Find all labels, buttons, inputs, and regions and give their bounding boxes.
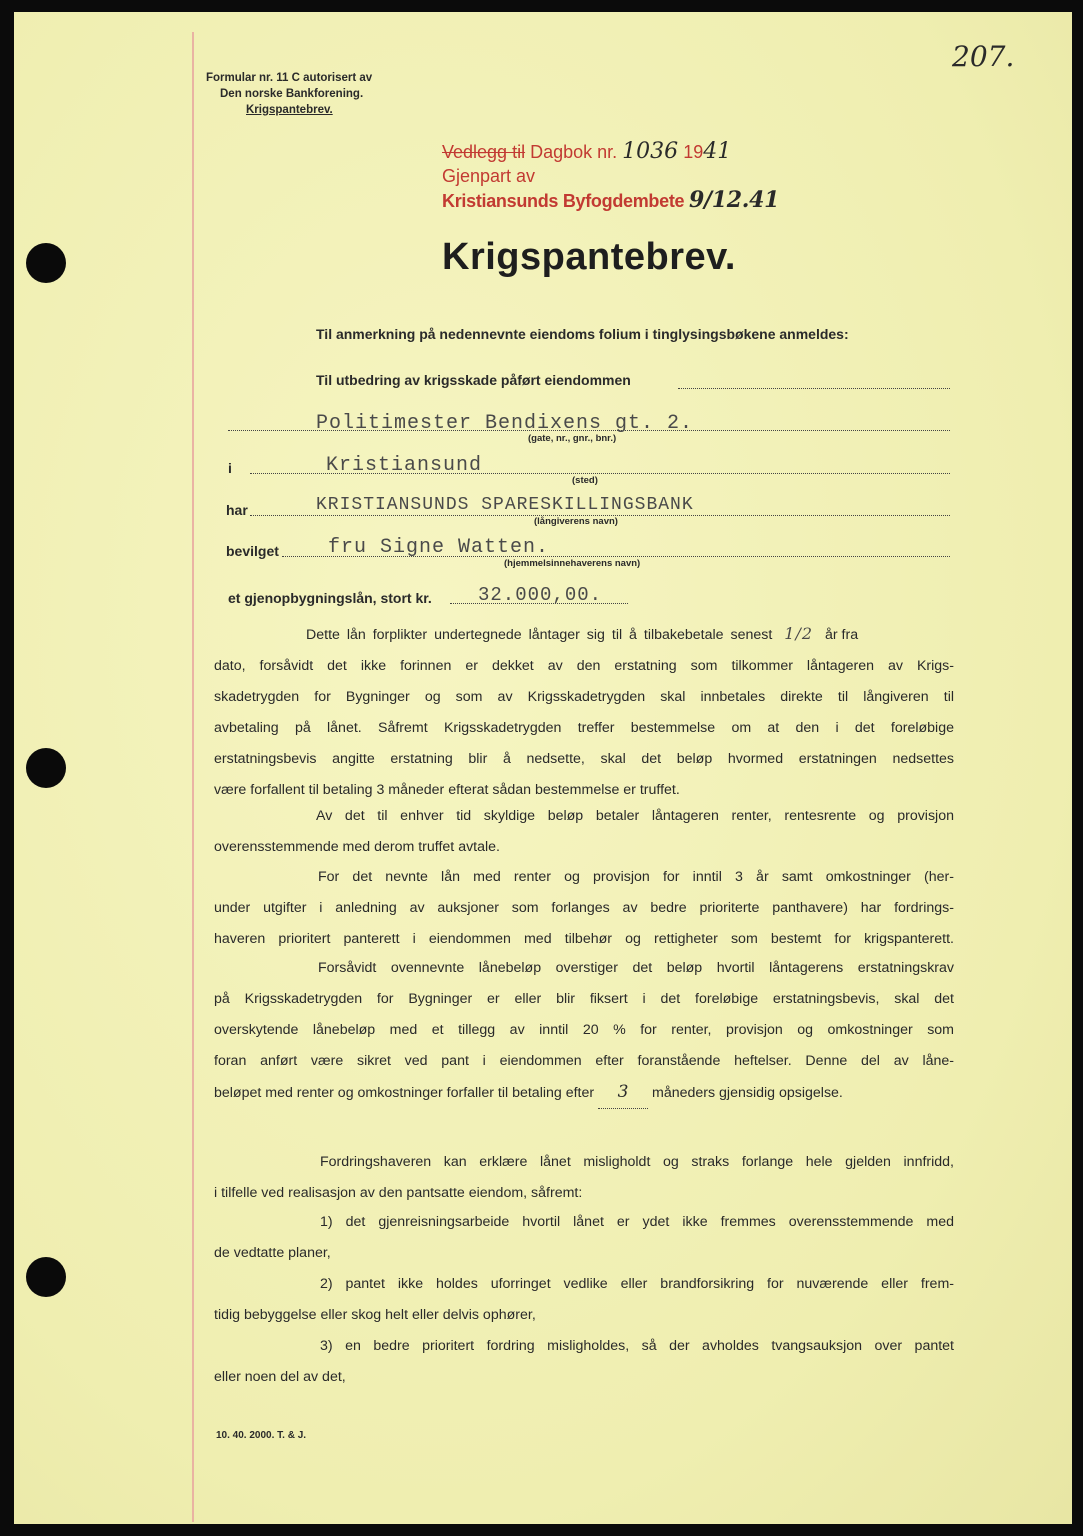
- loan-label: et gjenopbygningslån, stort kr.: [228, 590, 432, 606]
- item-line: 2) pantet ikke holdes uforringet vedlike eller brandforsikring for nuværende eller frem-: [320, 1276, 954, 1292]
- margin-line: [192, 32, 194, 1522]
- para3-line: under utgifter i anledning av auksjoner som forlanges av bedre prioriterte panthavere) har fordrings-: [214, 900, 954, 916]
- granted-caption: (hjemmelsinnehaverens navn): [504, 558, 641, 569]
- para4-suffix: måneders gjensidig opsigelse.: [652, 1085, 843, 1101]
- formular-line: Formular nr. 11 C autorisert av: [206, 72, 373, 84]
- stamp-year: 19: [683, 142, 704, 162]
- para4-line: på Krigsskadetrygden for Bygninger er eller blir fiksert i det foreløbige erstatningsbevis, skal det: [214, 991, 954, 1007]
- print-code: 10. 40. 2000. T. & J.: [216, 1430, 307, 1441]
- paragraph-2: [214, 801, 954, 863]
- lender-label: har: [226, 502, 248, 518]
- loan-value: 32.000,00.: [478, 584, 603, 606]
- condition-item-2: [214, 1269, 954, 1331]
- place-label: i: [228, 460, 232, 476]
- para4-line: foran anført være sikret ved pant i eiendommen efter foranstående heftelser. Denne del av låne-: [214, 1053, 954, 1069]
- stamp-dagbok: Dagbok nr.: [530, 142, 618, 162]
- place-caption: (sted): [572, 475, 598, 486]
- punch-hole: [26, 243, 66, 283]
- document-title: Krigspantebrev.: [442, 236, 736, 278]
- page-number: 207.: [952, 40, 1015, 73]
- paragraph-5: [214, 1147, 954, 1209]
- para1-line: erstatningsbevis angitte erstatning blir å nedsette, skal det beløp hvormed erstatningen nedsettes: [214, 751, 954, 767]
- lender-value: KRISTIANSUNDS SPARESKILLINGSBANK: [316, 495, 694, 515]
- para1-line: dato, forsåvidt det ikke forinnen er dekket av den erstatning som tilkommer låntageren av Krigs-: [214, 658, 954, 674]
- punch-hole: [26, 1257, 66, 1297]
- para4-line: beløpet med renter og omkostninger forfaller til betaling efter: [214, 1085, 595, 1101]
- paragraph-3: [214, 862, 954, 955]
- granted-value: fru Signe Watten.: [328, 536, 550, 559]
- para3-line: haveren prioritert panterett i eiendommen med tilbehør og rettigheter som bestemt for krigspanterett.: [214, 931, 954, 947]
- stamp-year-hand: 41: [703, 139, 732, 164]
- item-line: tidig bebyggelse eller skog helt eller delvis ophører,: [214, 1307, 536, 1323]
- form-header: [206, 70, 372, 118]
- stamp-date: 9/12.41: [688, 187, 780, 213]
- para2-line: overensstemmende med derom truffet avtale.: [214, 839, 500, 855]
- utbedring-label: Til utbedring av krigsskade påført eiendommen: [316, 372, 631, 388]
- para1-line: avbetaling på lånet. Såfremt Krigsskadetrygden treffer bestemmelse om at den i det foreløbige: [214, 720, 954, 736]
- address-caption: (gate, nr., gnr., bnr.): [528, 433, 617, 444]
- lender-caption: (långiverens navn): [534, 516, 618, 527]
- para3-line: For det nevnte lån med renter og provisjon for inntil 3 år samt omkostninger (her-: [318, 869, 954, 885]
- para1-line: Dette lån forplikter undertegnede låntager sig til å tilbakebetale senest: [306, 627, 773, 643]
- place-value: Kristiansund: [326, 454, 483, 477]
- para5-line: Fordringshaveren kan erklære lånet misligholdt og straks forlange hele gjelden innfridd,: [320, 1154, 954, 1170]
- para1-line: være forfallent til betaling 3 måneder efterat sådan bestemmelse er truffet.: [214, 782, 680, 798]
- condition-item-1: [214, 1207, 954, 1269]
- formular-line: Den norske Bankforening.: [220, 88, 364, 100]
- para2-line: Av det til enhver tid skyldige beløp betaler låntageren renter, rentesrente og provisjon: [316, 808, 954, 824]
- para1-suffix: år fra: [824, 627, 859, 643]
- para4-line: overskytende lånebeløp med et tillegg av inntil 20 % for renter, provisjon og omkostninger som: [214, 1022, 954, 1038]
- address-value: Politimester Bendixens gt. 2.: [316, 412, 694, 435]
- registry-stamp: [442, 140, 779, 213]
- formular-line: Krigspantebrev.: [246, 104, 333, 116]
- stamp-office: Kristiansunds Byfogdembete: [442, 191, 685, 211]
- item-line: eller noen del av det,: [214, 1369, 346, 1385]
- stamp-vedlegg: Vedlegg til: [442, 142, 526, 162]
- dotted-line: [678, 388, 950, 389]
- item-line: 3) en bedre prioritert fordring misligholdes, så der avholdes tvangsauksjon over pantet: [320, 1338, 954, 1354]
- condition-item-3: [214, 1331, 954, 1393]
- para1-years: 1/2: [784, 624, 814, 643]
- intro-line: Til anmerkning på nedennevnte eiendoms folium i tinglysingsbøkene anmeldes:: [316, 326, 849, 342]
- para4-months: 3: [598, 1077, 648, 1109]
- punch-hole: [26, 748, 66, 788]
- stamp-dagbok-number: 1036: [622, 139, 679, 164]
- paragraph-4: [214, 953, 954, 1109]
- granted-label: bevilget: [226, 543, 279, 559]
- stamp-gjenpart: Gjenpart av: [442, 166, 536, 186]
- para5-line: i tilfelle ved realisasjon av den pantsatte eiendom, såfremt:: [214, 1185, 583, 1201]
- item-line: 1) det gjenreisningsarbeide hvortil lånet er ydet ikke fremmes overensstemmende med: [320, 1214, 954, 1230]
- para4-line: Forsåvidt ovennevnte lånebeløp overstiger det beløp hvortil låntagerens erstatningskrav: [318, 960, 954, 976]
- item-line: de vedtatte planer,: [214, 1245, 331, 1261]
- paragraph-1: [214, 618, 954, 806]
- para1-line: skadetrygden for Bygninger og som av Krigsskadetrygden skal innbetales direkte til långiveren til: [214, 689, 954, 705]
